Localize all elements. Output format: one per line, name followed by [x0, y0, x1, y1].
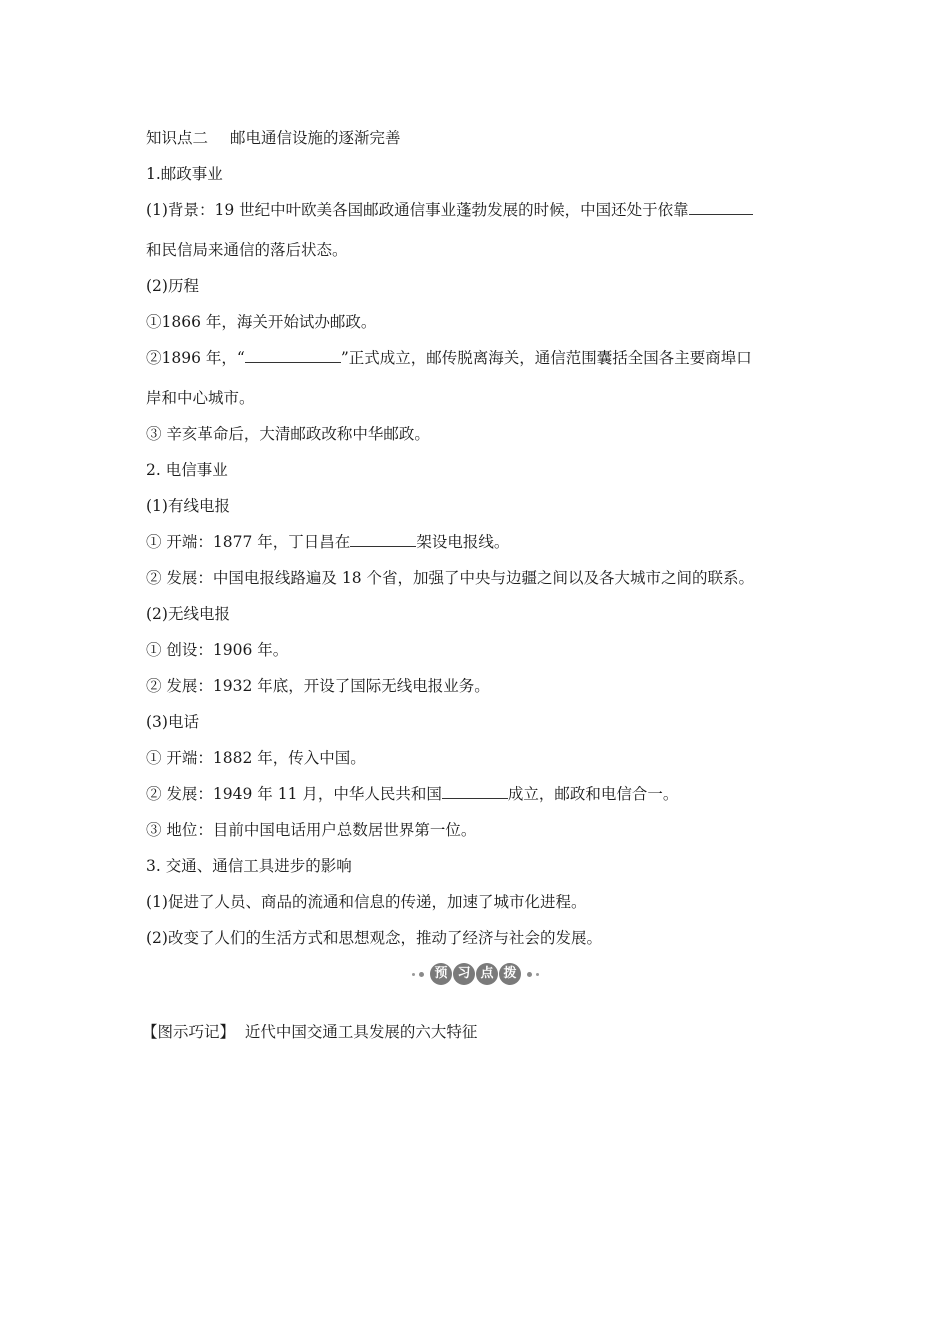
badge-char: 点 [476, 963, 498, 985]
phone-item-2 [146, 784, 678, 804]
impact-heading: 3. 交通、通信工具进步的影响 [146, 857, 352, 875]
dots-right [527, 972, 539, 977]
preview-badge-label [430, 963, 521, 985]
preview-badge [412, 962, 539, 986]
badge-char: 拨 [499, 963, 521, 985]
postal-background [146, 200, 753, 220]
phone-item-2-prefix: ② 发展：1949 年 11 月，中华人民共和国 [146, 785, 442, 803]
section-title-text: 邮电通信设施的逐渐完善 [230, 129, 401, 147]
phone-item-1: ① 开端：1882 年，传入中国。 [146, 749, 366, 767]
postal-process-heading: (2)历程 [146, 277, 199, 295]
fill-blank [245, 348, 341, 363]
wireless-heading: (2)无线电报 [146, 605, 230, 623]
wired-heading: (1)有线电报 [146, 497, 230, 515]
wireless-item-2: ② 发展：1932 年底，开设了国际无线电报业务。 [146, 677, 490, 695]
telecom-heading: 2. 电信事业 [146, 461, 228, 479]
phone-item-2-suffix: 成立，邮政和电信合一。 [507, 785, 679, 803]
section-title [146, 128, 401, 148]
postal-item-1: ①1866 年，海关开始试办邮政。 [146, 313, 377, 331]
postal-item-2 [146, 348, 752, 368]
fill-blank [689, 200, 753, 215]
phone-item-3: ③ 地位：目前中国电话用户总数居世界第一位。 [146, 821, 477, 839]
wired-item-1-prefix: ① 开端：1877 年，丁日昌在 [146, 533, 351, 551]
fill-blank [350, 532, 416, 547]
phone-heading: (3)电话 [146, 713, 199, 731]
postal-background-text: (1)背景：19 世纪中叶欧美各国邮政通信事业蓬勃发展的时候，中国还处于依靠 [146, 201, 689, 219]
fill-blank [442, 784, 508, 799]
impact-item-2: (2)改变了人们的生活方式和思想观念，推动了经济与社会的发展。 [146, 929, 602, 947]
badge-char: 预 [430, 963, 452, 985]
postal-item-2-prefix: ②1896 年，“ [146, 349, 245, 367]
wired-item-2: ② 发展：中国电报线路遍及 18 个省，加强了中央与边疆之间以及各大城市之间的联系。 [146, 569, 755, 587]
badge-char: 习 [453, 963, 475, 985]
diagram-tip-label: 【图示巧记】 [142, 1023, 236, 1041]
wireless-item-1: ① 创设：1906 年。 [146, 641, 289, 659]
postal-background-cont: 和民信局来通信的落后状态。 [146, 241, 348, 259]
impact-item-1: (1)促进了人员、商品的流通和信息的传递，加速了城市化进程。 [146, 893, 587, 911]
postal-item-2-cont: 岸和中心城市。 [146, 389, 255, 407]
dots-left [412, 972, 424, 977]
wired-item-1-suffix: 架设电报线。 [416, 533, 510, 551]
section-label: 知识点二 [146, 129, 209, 147]
diagram-tip [142, 1022, 477, 1042]
diagram-tip-text: 近代中国交通工具发展的六大特征 [244, 1023, 478, 1041]
wired-item-1 [146, 532, 509, 552]
postal-heading: 1.邮政事业 [146, 165, 223, 183]
postal-item-3: ③ 辛亥革命后，大清邮政改称中华邮政。 [146, 425, 430, 443]
postal-item-2-suffix: ”正式成立，邮传脱离海关，通信范围囊括全国各主要商埠口 [340, 349, 752, 367]
